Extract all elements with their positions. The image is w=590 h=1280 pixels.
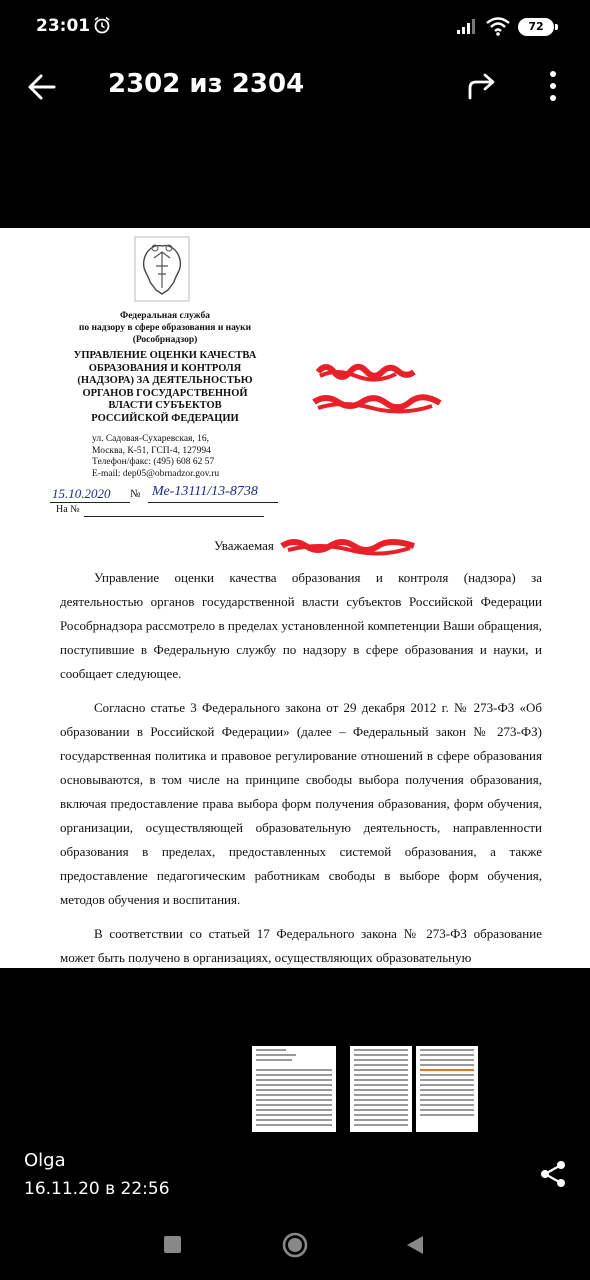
redaction-mark	[312, 392, 442, 414]
dept-line: ВЛАСТИ СУБЪЕКТОВ	[108, 400, 222, 411]
home-button[interactable]	[282, 1232, 308, 1258]
paragraph: Согласно статье 3 Федерального закона от 29 декабря 2012 г. № 273-ФЗ «Об образовании в Российской Федерации» (далее – Федеральный закон № 273-ФЗ) государственная политика и правовое регулирование отношений в сфере образования основываются, в том числе на принципе свободы выбора получения образования, включая предоставление права выбора форм получения образования, форм обучения, организации, осуществляющей образовательную деятельность, направленности образования в пределах, предоставленных системой образования, а также предоставление педагогическим работникам свободы в выборе форм обучения, методов обучения и воспитания.	[60, 700, 542, 907]
arrow-left-icon[interactable]	[26, 72, 58, 102]
agency-line: по надзору в сфере образования и науки	[78, 323, 252, 333]
page-counter-title: 2302 из 2304	[108, 69, 305, 99]
battery-indicator: 72	[518, 18, 554, 36]
document-image[interactable]	[0, 228, 590, 968]
address-line: Москва, К-51, ГСП-4, 127994	[92, 445, 211, 456]
dept-line: ОБРАЗОВАНИЯ И КОНТРОЛЯ	[88, 362, 242, 374]
status-bar	[0, 0, 590, 56]
department-name	[40, 350, 290, 425]
redaction-mark	[316, 360, 416, 382]
thumbnail[interactable]	[252, 1046, 336, 1132]
sent-datetime: 16.11.20 в 22:56	[24, 1179, 170, 1199]
sender-name: Olga	[24, 1150, 66, 1171]
handwritten-number: Ме-13111/13-8738	[152, 484, 258, 499]
paragraph: В соответствии со статьей 17 Федерального закона № 273-ФЗ образование может быть получено в организациях, осуществляющих образовательную	[60, 926, 542, 965]
dept-line: РОССИЙСКОЙ ФЕДЕРАЦИИ	[91, 412, 239, 424]
redaction-mark	[280, 536, 416, 556]
address-line: Телефон/факс: (495) 608 62 57	[92, 457, 215, 467]
document-body	[60, 566, 542, 968]
paragraph: Управление оценки качества образования и контроля (надзора) за деятельностью органов государственной власти субъектов Российской Федерации Рособрнадзора рассмотрело в пределах установленной компетенции Ваши обращения, поступившие в Федеральную службу по надзору в сфере образования и науки, и сообщает следующее.	[60, 570, 542, 681]
department-address	[92, 434, 219, 480]
agency-line: (Рособрнадзор)	[132, 335, 198, 345]
share-icon[interactable]	[538, 1159, 568, 1189]
address-line: ул. Садовая-Сухаревская, 16,	[92, 434, 210, 444]
divider	[148, 502, 278, 503]
signal-icon	[456, 18, 478, 34]
wifi-icon	[486, 16, 510, 36]
handwritten-date: 15.10.2020	[52, 486, 111, 501]
agency-name	[40, 310, 290, 346]
number-sign: №	[130, 488, 141, 500]
divider	[50, 502, 130, 503]
agency-line: Федеральная служба	[120, 311, 210, 321]
back-nav-button[interactable]	[404, 1234, 426, 1256]
dept-line: УПРАВЛЕНИЕ ОЦЕНКИ КАЧЕСТВА	[73, 350, 257, 361]
share-icon[interactable]	[466, 72, 498, 100]
recents-button[interactable]	[164, 1236, 181, 1253]
divider	[84, 516, 264, 517]
app-bar	[0, 56, 590, 118]
reference-label: На №	[56, 504, 80, 515]
dept-line: ОРГАНОВ ГОСУДАРСТВЕННОЙ	[82, 387, 248, 399]
thumbnail[interactable]	[416, 1046, 478, 1132]
more-vertical-icon[interactable]	[542, 68, 564, 104]
address-line: E-mail: dep05@obrnadzor.gov.ru	[92, 468, 220, 479]
status-time: 23:01	[36, 16, 91, 36]
alarm-clock-icon	[93, 16, 111, 34]
thumbnail[interactable]	[350, 1046, 412, 1132]
greeting: Уважаемая	[214, 538, 274, 553]
dept-line: (НАДЗОРА) ЗА ДЕЯТЕЛЬНОСТЬЮ	[77, 375, 253, 386]
coat-of-arms-icon	[134, 236, 190, 302]
